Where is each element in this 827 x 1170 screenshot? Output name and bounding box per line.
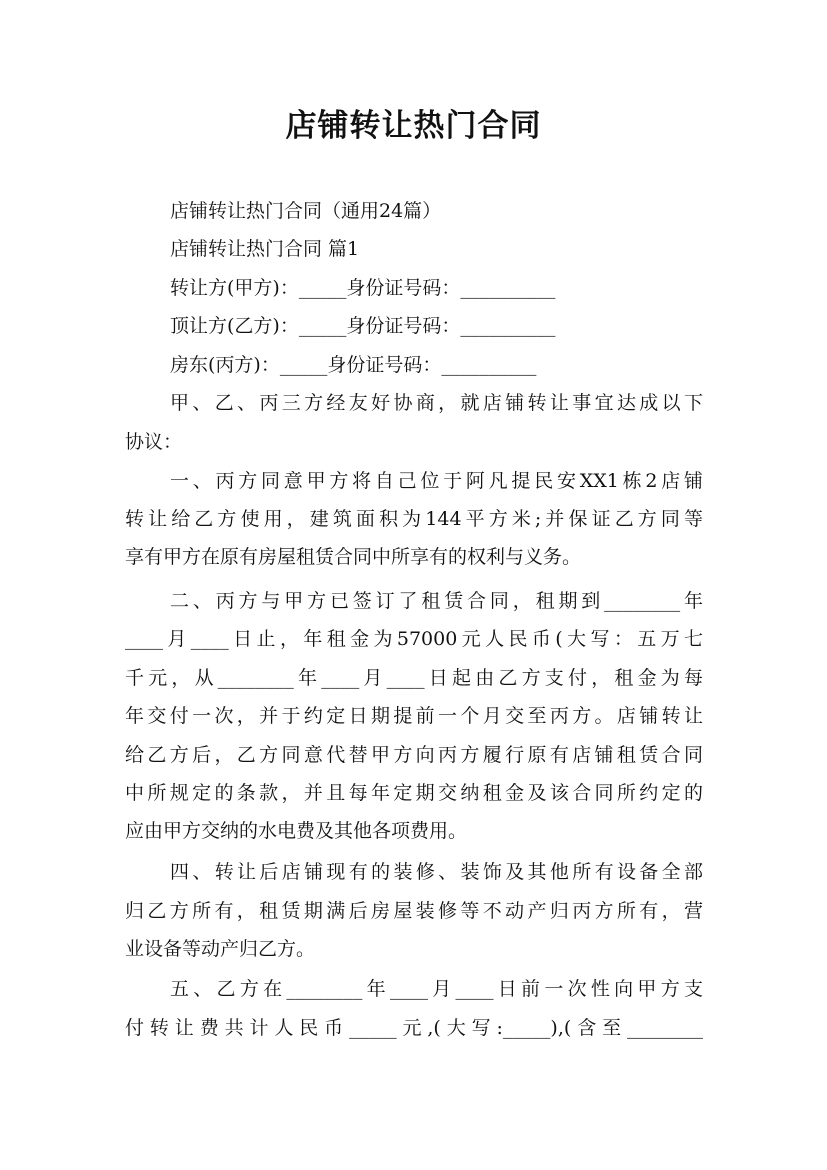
paragraph-line: 千元，从________年____月____日起由乙方支付，租金为每 (125, 667, 703, 689)
paragraph-line: 甲、乙、丙三方经友好协商，就店铺转让事宜达成以下 (170, 392, 703, 414)
party-a-line: 转让方(甲方)：_____身份证号码：__________ (170, 277, 556, 299)
paragraph-line: 年交付一次，并于约定日期提前一个月交至丙方。店铺转让 (125, 705, 703, 727)
paragraph-line: ____月____日止，年租金为57000元人民币(大写：五万七 (125, 628, 703, 650)
paragraph-line: 应由甲方交纳的水电费及其他各项费用。 (125, 820, 468, 842)
paragraph-line: 一、丙方同意甲方将自己位于阿凡提民安XX1栋2店铺 (170, 470, 703, 492)
party-b-line: 顶让方(乙方)：_____身份证号码：__________ (170, 315, 556, 337)
paragraph-line: 付转让费共计人民币_____元,(大写:_____),(含至________ (125, 1017, 703, 1039)
section-heading: 店铺转让热门合同 篇1 (170, 238, 360, 260)
paragraph-line: 转让给乙方使用，建筑面积为144平方米;并保证乙方同等 (125, 508, 703, 530)
document-title: 店铺转让热门合同 (285, 108, 542, 144)
paragraph-line: 给乙方后，乙方同意代替甲方向丙方履行原有店铺租赁合同 (125, 744, 703, 766)
paragraph-line: 五、乙方在________年____月____日前一次性向甲方支 (170, 978, 703, 1000)
paragraph-line: 协议： (125, 431, 183, 453)
paragraph-line: 归乙方所有，租赁期满后房屋装修等不动产归丙方所有，营 (125, 900, 703, 922)
paragraph-line: 二、丙方与甲方已签订了租赁合同，租期到________年 (170, 590, 703, 612)
paragraph-line: 中所规定的条款，并且每年定期交纳租金及该合同所约定的 (125, 782, 703, 804)
party-c-line: 房东(丙方)：_____身份证号码：__________ (170, 354, 537, 376)
paragraph-line: 四、转让后店铺现有的装修、装饰及其他所有设备全部 (170, 861, 703, 883)
paragraph-line: 享有甲方在原有房屋租赁合同中所享有的权利与义务。 (125, 546, 582, 568)
paragraph-line: 业设备等动产归乙方。 (125, 938, 316, 960)
subtitle-line: 店铺转让热门合同（通用24篇） (170, 200, 442, 222)
